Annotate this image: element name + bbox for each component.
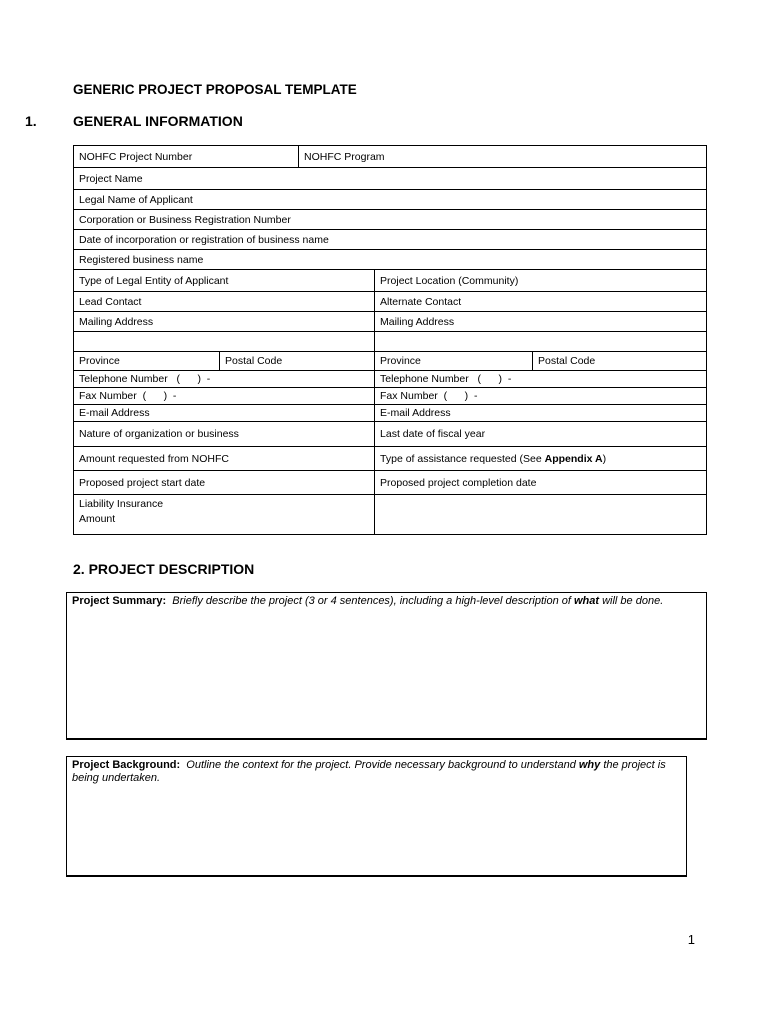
liability-insurance-field[interactable] bbox=[74, 495, 375, 535]
project-summary-emphasis: what bbox=[573, 595, 600, 607]
project-background-instructions-end: the project is being undertaken. bbox=[72, 759, 666, 784]
liability-amount-label: Amount bbox=[79, 513, 116, 525]
project-location-field[interactable]: Project Location (Community) bbox=[375, 270, 707, 292]
general-information-table bbox=[73, 145, 707, 535]
liability-insurance-value-cell[interactable] bbox=[375, 495, 707, 535]
registered-name-field[interactable]: Registered business name bbox=[74, 250, 707, 270]
lead-contact-field[interactable]: Lead Contact bbox=[74, 292, 375, 312]
mailing-address-lead-field[interactable]: Mailing Address bbox=[74, 312, 375, 332]
page-number: 1 bbox=[687, 932, 695, 947]
project-number-field[interactable]: NOHFC Project Number bbox=[74, 146, 299, 168]
email-lead-field[interactable]: E-mail Address bbox=[74, 405, 375, 422]
program-field[interactable]: NOHFC Program bbox=[299, 146, 707, 168]
registration-number-field[interactable]: Corporation or Business Registration Number bbox=[74, 210, 707, 230]
mailing-address-alternate-field[interactable]: Mailing Address bbox=[375, 312, 707, 332]
project-background-instructions: Outline the context for the project. Provide necessary background to understand bbox=[180, 759, 579, 771]
project-summary-instructions-end: will be done. bbox=[599, 595, 664, 607]
project-summary-box[interactable] bbox=[66, 592, 707, 740]
incorporation-date-field[interactable]: Date of incorporation or registration of business name bbox=[74, 230, 707, 250]
assistance-type-prefix: Type of assistance requested (See bbox=[380, 452, 545, 465]
completion-date-field[interactable]: Proposed project completion date bbox=[375, 471, 707, 495]
document-title: GENERIC PROJECT PROPOSAL TEMPLATE bbox=[73, 82, 357, 97]
amount-requested-field[interactable]: Amount requested from NOHFC bbox=[74, 447, 375, 471]
email-alternate-field[interactable]: E-mail Address bbox=[375, 405, 707, 422]
fax-alternate-field[interactable]: Fax Number ( ) - bbox=[375, 388, 707, 405]
province-alternate-field[interactable]: Province bbox=[375, 352, 533, 371]
appendix-a-reference: Appendix A bbox=[544, 452, 603, 465]
mailing-address-lead-line2[interactable] bbox=[74, 332, 375, 352]
postal-code-alternate-field[interactable]: Postal Code bbox=[533, 352, 707, 371]
fax-lead-field[interactable]: Fax Number ( ) - bbox=[74, 388, 375, 405]
section-1-number: 1. bbox=[25, 113, 37, 129]
telephone-lead-field[interactable]: Telephone Number ( ) - bbox=[74, 371, 375, 388]
assistance-type-field[interactable] bbox=[375, 447, 707, 471]
start-date-field[interactable]: Proposed project start date bbox=[74, 471, 375, 495]
postal-code-lead-field[interactable]: Postal Code bbox=[220, 352, 375, 371]
fiscal-year-end-field[interactable]: Last date of fiscal year bbox=[375, 422, 707, 447]
section-2-heading: 2. PROJECT DESCRIPTION bbox=[73, 561, 255, 577]
nature-of-organization-field[interactable]: Nature of organization or business bbox=[74, 422, 375, 447]
mailing-address-alternate-line2[interactable] bbox=[375, 332, 707, 352]
project-background-box[interactable] bbox=[66, 756, 687, 877]
project-name-field[interactable]: Project Name bbox=[74, 168, 707, 190]
project-background-label: Project Background: bbox=[72, 759, 181, 771]
project-summary-label: Project Summary: bbox=[72, 595, 167, 607]
section-1-heading: GENERAL INFORMATION bbox=[73, 113, 243, 129]
legal-name-field[interactable]: Legal Name of Applicant bbox=[74, 190, 707, 210]
liability-insurance-label: Liability Insurance bbox=[79, 498, 164, 510]
project-summary-instructions: Briefly describe the project (3 or 4 sentences), including a high-level description of bbox=[166, 595, 574, 607]
project-background-emphasis: why bbox=[578, 759, 601, 771]
legal-entity-type-field[interactable]: Type of Legal Entity of Applicant bbox=[74, 270, 375, 292]
assistance-type-suffix: ) bbox=[602, 452, 607, 465]
province-lead-field[interactable]: Province bbox=[74, 352, 220, 371]
alternate-contact-field[interactable]: Alternate Contact bbox=[375, 292, 707, 312]
telephone-alternate-field[interactable]: Telephone Number ( ) - bbox=[375, 371, 707, 388]
